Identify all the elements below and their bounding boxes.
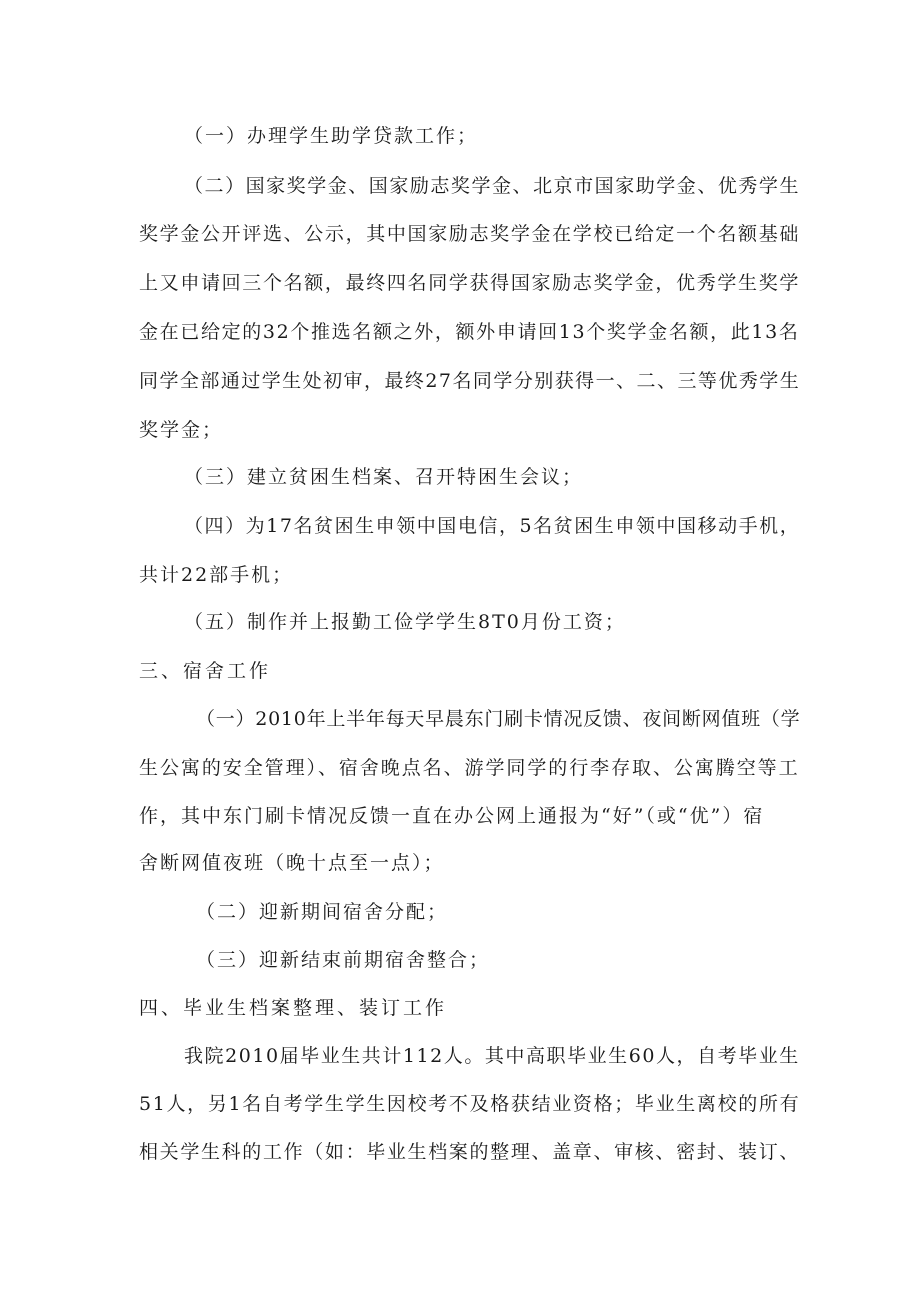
paragraph-line: （二）国家奖学金、国家励志奖学金、北京市国家助学金、优秀学生: [184, 175, 801, 197]
paragraph-line: 51人，另1名自考学生学生因校考不及格获结业资格；毕业生离校的所有: [139, 1093, 801, 1115]
paragraph-line: （一）2010年上半年每天早晨东门刷卡情况反馈、夜间断网值班（学: [196, 708, 801, 730]
paragraph-line: 同学全部通过学生处初审，最终27名同学分别获得一、二、三等优秀学生: [139, 370, 801, 392]
paragraph-line: （三）迎新结束前期宿舍整合；: [196, 949, 491, 971]
paragraph-line: （一）办理学生助学贷款工作；: [184, 125, 479, 147]
paragraph-line: 舍断网值夜班（晚十点至一点）；: [139, 852, 445, 874]
paragraph-line: （四）为17名贫困生申领中国电信，5名贫困生申领中国移动手机，: [184, 515, 801, 537]
paragraph-line: 奖学金公开评选、公示，其中国家励志奖学金在学校已给定一个名额基础: [139, 223, 801, 245]
paragraph-line: 金在已给定的32个推选名额之外，额外申请回13个奖学金名额，此13名: [139, 321, 800, 343]
paragraph-line: 作，其中东门刷卡情况反馈一直在办公网上通报为“好”（或“优”）宿: [139, 805, 765, 827]
paragraph-line: 相关学生科的工作（如：毕业生档案的整理、盖章、审核、密封、装订、: [139, 1141, 801, 1163]
paragraph-line: （五）制作并上报勤工俭学学生8T0月份工资；: [184, 611, 626, 633]
paragraph-line: 共计22部手机；: [139, 564, 294, 586]
paragraph-line: （三）建立贫困生档案、召开特困生会议；: [184, 466, 584, 488]
paragraph-line: （二）迎新期间宿舍分配；: [196, 901, 449, 923]
section-heading: 三、宿舍工作: [139, 660, 272, 682]
section-heading: 四、毕业生档案整理、装订工作: [139, 997, 448, 1019]
paragraph-line: 奖学金；: [139, 419, 224, 441]
paragraph-line: 生公寓的安全管理）、宿舍晚点名、游学同学的行李存取、公寓腾空等工: [139, 757, 800, 779]
paragraph-line: 我院2010届毕业生共计112人。其中高职毕业生60人，自考毕业生: [184, 1045, 800, 1067]
paragraph-line: 上又申请回三个名额，最终四名同学获得国家励志奖学金，优秀学生奖学: [139, 272, 801, 294]
